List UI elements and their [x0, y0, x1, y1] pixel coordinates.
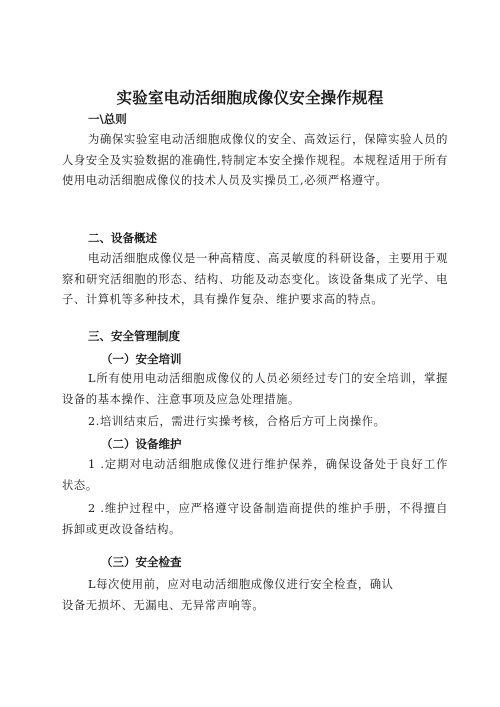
maintenance-item-1: 1 .定期对电动活细胞成像仪进行维护保养，确保设备处于良好工作状态。	[62, 458, 448, 492]
inspection-item-1-line-2: 设备无损坏、无漏电、无异常声响等。	[62, 599, 265, 612]
subsection-heading-training: （一）安全培训	[101, 352, 182, 366]
section-heading-management: 三、安全管理制度	[88, 329, 180, 343]
inspection-item-1-line-1: L每次使用前，应对电动活细胞成像仪进行安全检查，确认	[88, 578, 394, 591]
document-title: 实验室电动活细胞成像仪安全操作规程	[116, 89, 384, 107]
training-item-2: 2.培训结束后，需进行实操考核，合格后方可上岗操作。	[88, 415, 386, 428]
maintenance-item-2: 2 .维护过程中，应严格遵守设备制造商提供的维护手册，不得擅自拆卸或更改设备结构。	[62, 502, 448, 536]
subsection-heading-inspection: （三）安全检查	[101, 555, 182, 569]
training-item-1: L所有使用电动活细胞成像仪的人员必须经过专门的安全培训，掌握设备的基本操作、注意事项及应急处理措施。	[62, 372, 448, 406]
section-heading-overview: 二、设备概述	[88, 231, 157, 245]
section-heading-general: 一\总则	[88, 112, 127, 126]
subsection-heading-maintenance: （二）设备维护	[101, 437, 182, 451]
section-text-overview: 电动活细胞成像仪是一种高精度、高灵敏度的科研设备，主要用于观察和研究活细胞的形态、结构、功能及动态变化。该设备集成了光学、电子、计算机等多种技术，具有操作复杂、维护要求高的特点。	[62, 252, 448, 307]
section-text-general: 为确保实验室电动活细胞成像仪的安全、高效运行，保障实验人员的人身安全及实验数据的准确性,特制定本安全操作规程。本规程适用于所有使用电动活细胞成像仪的技术人员及实操员工,必须严格遵守。	[62, 133, 448, 188]
